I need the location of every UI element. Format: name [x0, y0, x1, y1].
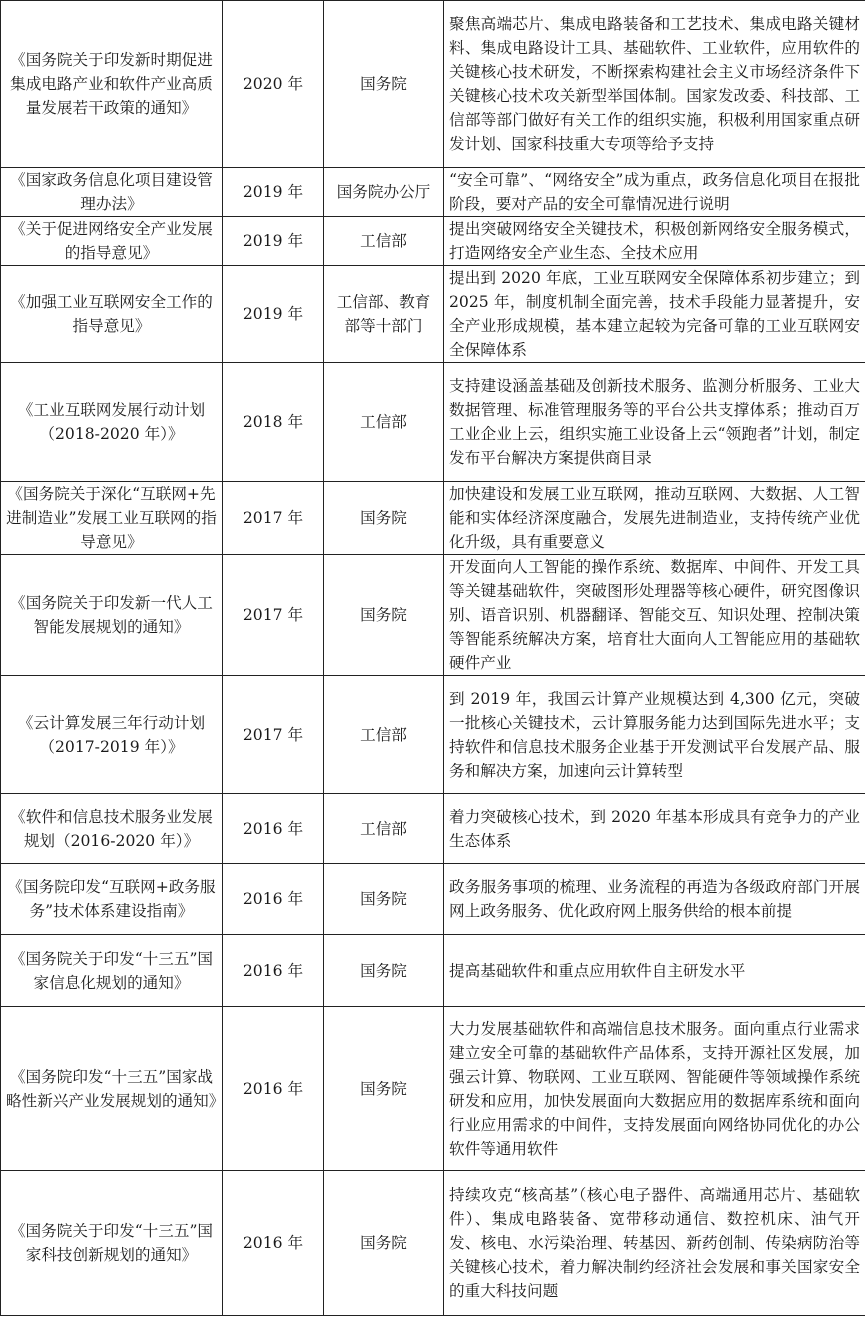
policy-title: 《国家政务信息化项目建设管理办法》 [1, 168, 223, 217]
table-row [1, 217, 865, 266]
policy-year: 2020 年 [223, 1, 324, 168]
policy-title: 《软件和信息技术服务业发展规划（2016-2020 年）》 [1, 794, 223, 864]
policy-year: 2016 年 [223, 864, 324, 935]
table-row [1, 266, 865, 363]
policy-year: 2016 年 [223, 1007, 324, 1171]
policy-year: 2017 年 [223, 676, 324, 794]
policy-issuer: 国务院 [324, 1171, 444, 1316]
policy-content: 着力突破核心技术，到 2020 年基本形成具有竞争力的产业生态体系 [444, 794, 865, 864]
policy-content: 聚焦高端芯片、集成电路装备和工艺技术、集成电路关键材料、集成电路设计工具、基础软件、工业软件，应用软件的关键核心技术研发，不断探索构建社会主义市场经济条件下关键核心技术攻关新型举国体制。国家发改委、科技部、工信部等部门做好有关工作的组织实施，积极利用国家重点研发计划、国家科技重大专项等给予支持 [444, 1, 865, 168]
policy-title: 《工业互联网发展行动计划（2018-2020 年）》 [1, 363, 223, 482]
policy-year: 2018 年 [223, 363, 324, 482]
policy-content: 支持建设涵盖基础及创新技术服务、监测分析服务、工业大数据管理、标准管理服务等的平台公共支撑体系；推动百万工业企业上云，组织实施工业设备上云“领跑者”计划，制定发布平台解决方案提供商目录 [444, 363, 865, 482]
policy-year: 2016 年 [223, 1171, 324, 1316]
policy-issuer: 国务院 [324, 482, 444, 555]
policy-issuer: 国务院 [324, 864, 444, 935]
table-row [1, 676, 865, 794]
policy-content: 持续攻克“核高基”（核心电子器件、高端通用芯片、基础软件）、集成电路装备、宽带移动通信、数控机床、油气开发、核电、水污染治理、转基因、新药创制、传染病防治等关键核心技术，着力解决制约经济社会发展和事关国家安全的重大科技问题 [444, 1171, 865, 1316]
table-row [1, 1007, 865, 1171]
policy-content: 大力发展基础软件和高端信息技术服务。面向重点行业需求建立安全可靠的基础软件产品体系，支持开源社区发展，加强云计算、物联网、工业互联网、智能硬件等领域操作系统研发和应用，加快发展面向大数据应用的数据库系统和面向行业应用需求的中间件，支持发展面向网络协同优化的办公软件等通用软件 [444, 1007, 865, 1171]
policy-issuer: 工信部 [324, 363, 444, 482]
policy-title: 《关于促进网络安全产业发展的指导意见》 [1, 217, 223, 266]
policy-year: 2019 年 [223, 217, 324, 266]
policy-year: 2019 年 [223, 266, 324, 363]
table-row [1, 794, 865, 864]
policy-year: 2019 年 [223, 168, 324, 217]
policy-title: 《加强工业互联网安全工作的指导意见》 [1, 266, 223, 363]
policy-issuer: 工信部、教育部等十部门 [324, 266, 444, 363]
policy-title: 《国务院关于印发新一代人工智能发展规划的通知》 [1, 555, 223, 676]
policy-year: 2016 年 [223, 935, 324, 1007]
policy-issuer: 工信部 [324, 676, 444, 794]
policy-content: 到 2019 年，我国云计算产业规模达到 4,300 亿元，突破一批核心关键技术，云计算服务能力达到国际先进水平；支持软件和信息技术服务企业基于开发测试平台发展产品、服务和解决方案，加速向云计算转型 [444, 676, 865, 794]
policy-content: 提出突破网络安全关键技术，积极创新网络安全服务模式，打造网络安全产业生态、全技术应用 [444, 217, 865, 266]
table-row [1, 864, 865, 935]
policy-issuer: 国务院 [324, 1007, 444, 1171]
policy-title: 《国务院关于深化“互联网+先进制造业”发展工业互联网的指导意见》 [1, 482, 223, 555]
table-row [1, 168, 865, 217]
policy-year: 2017 年 [223, 482, 324, 555]
policy-title: 《国务院关于印发新时期促进集成电路产业和软件产业高质量发展若干政策的通知》 [1, 1, 223, 168]
policy-issuer: 工信部 [324, 794, 444, 864]
policy-title: 《国务院印发“互联网+政务服务”技术体系建设指南》 [1, 864, 223, 935]
table-row [1, 555, 865, 676]
table-row [1, 1, 865, 168]
policy-content: 政务服务事项的梳理、业务流程的再造为各级政府部门开展网上政务服务、优化政府网上服务供给的根本前提 [444, 864, 865, 935]
table-row [1, 935, 865, 1007]
policy-title: 《云计算发展三年行动计划（2017-2019 年）》 [1, 676, 223, 794]
policy-title: 《国务院印发“十三五”国家战略性新兴产业发展规划的通知》 [1, 1007, 223, 1171]
table-row [1, 363, 865, 482]
table-row [1, 1171, 865, 1316]
policy-content: 开发面向人工智能的操作系统、数据库、中间件、开发工具等关键基础软件，突破图形处理器等核心硬件，研究图像识别、语音识别、机器翻译、智能交互、知识处理、控制决策等智能系统解决方案，培育壮大面向人工智能应用的基础软硬件产业 [444, 555, 865, 676]
policy-content: 提出到 2020 年底，工业互联网安全保障体系初步建立；到 2025 年，制度机制全面完善，技术手段能力显著提升，安全产业形成规模，基本建立起较为完备可靠的工业互联网安全保障体系 [444, 266, 865, 363]
policy-content: “安全可靠”、“网络安全”成为重点，政务信息化项目在报批阶段，要对产品的安全可靠情况进行说明 [444, 168, 865, 217]
policy-title: 《国务院关于印发“十三五”国家科技创新规划的通知》 [1, 1171, 223, 1316]
policy-title: 《国务院关于印发“十三五”国家信息化规划的通知》 [1, 935, 223, 1007]
policy-issuer: 国务院 [324, 935, 444, 1007]
policy-year: 2016 年 [223, 794, 324, 864]
policy-issuer: 国务院办公厅 [324, 168, 444, 217]
policy-issuer: 国务院 [324, 555, 444, 676]
policy-issuer: 工信部 [324, 217, 444, 266]
policy-year: 2017 年 [223, 555, 324, 676]
policy-content: 提高基础软件和重点应用软件自主研发水平 [444, 935, 865, 1007]
policy-issuer: 国务院 [324, 1, 444, 168]
policy-content: 加快建设和发展工业互联网，推动互联网、大数据、人工智能和实体经济深度融合，发展先进制造业，支持传统产业优化升级，具有重要意义 [444, 482, 865, 555]
table-row [1, 482, 865, 555]
